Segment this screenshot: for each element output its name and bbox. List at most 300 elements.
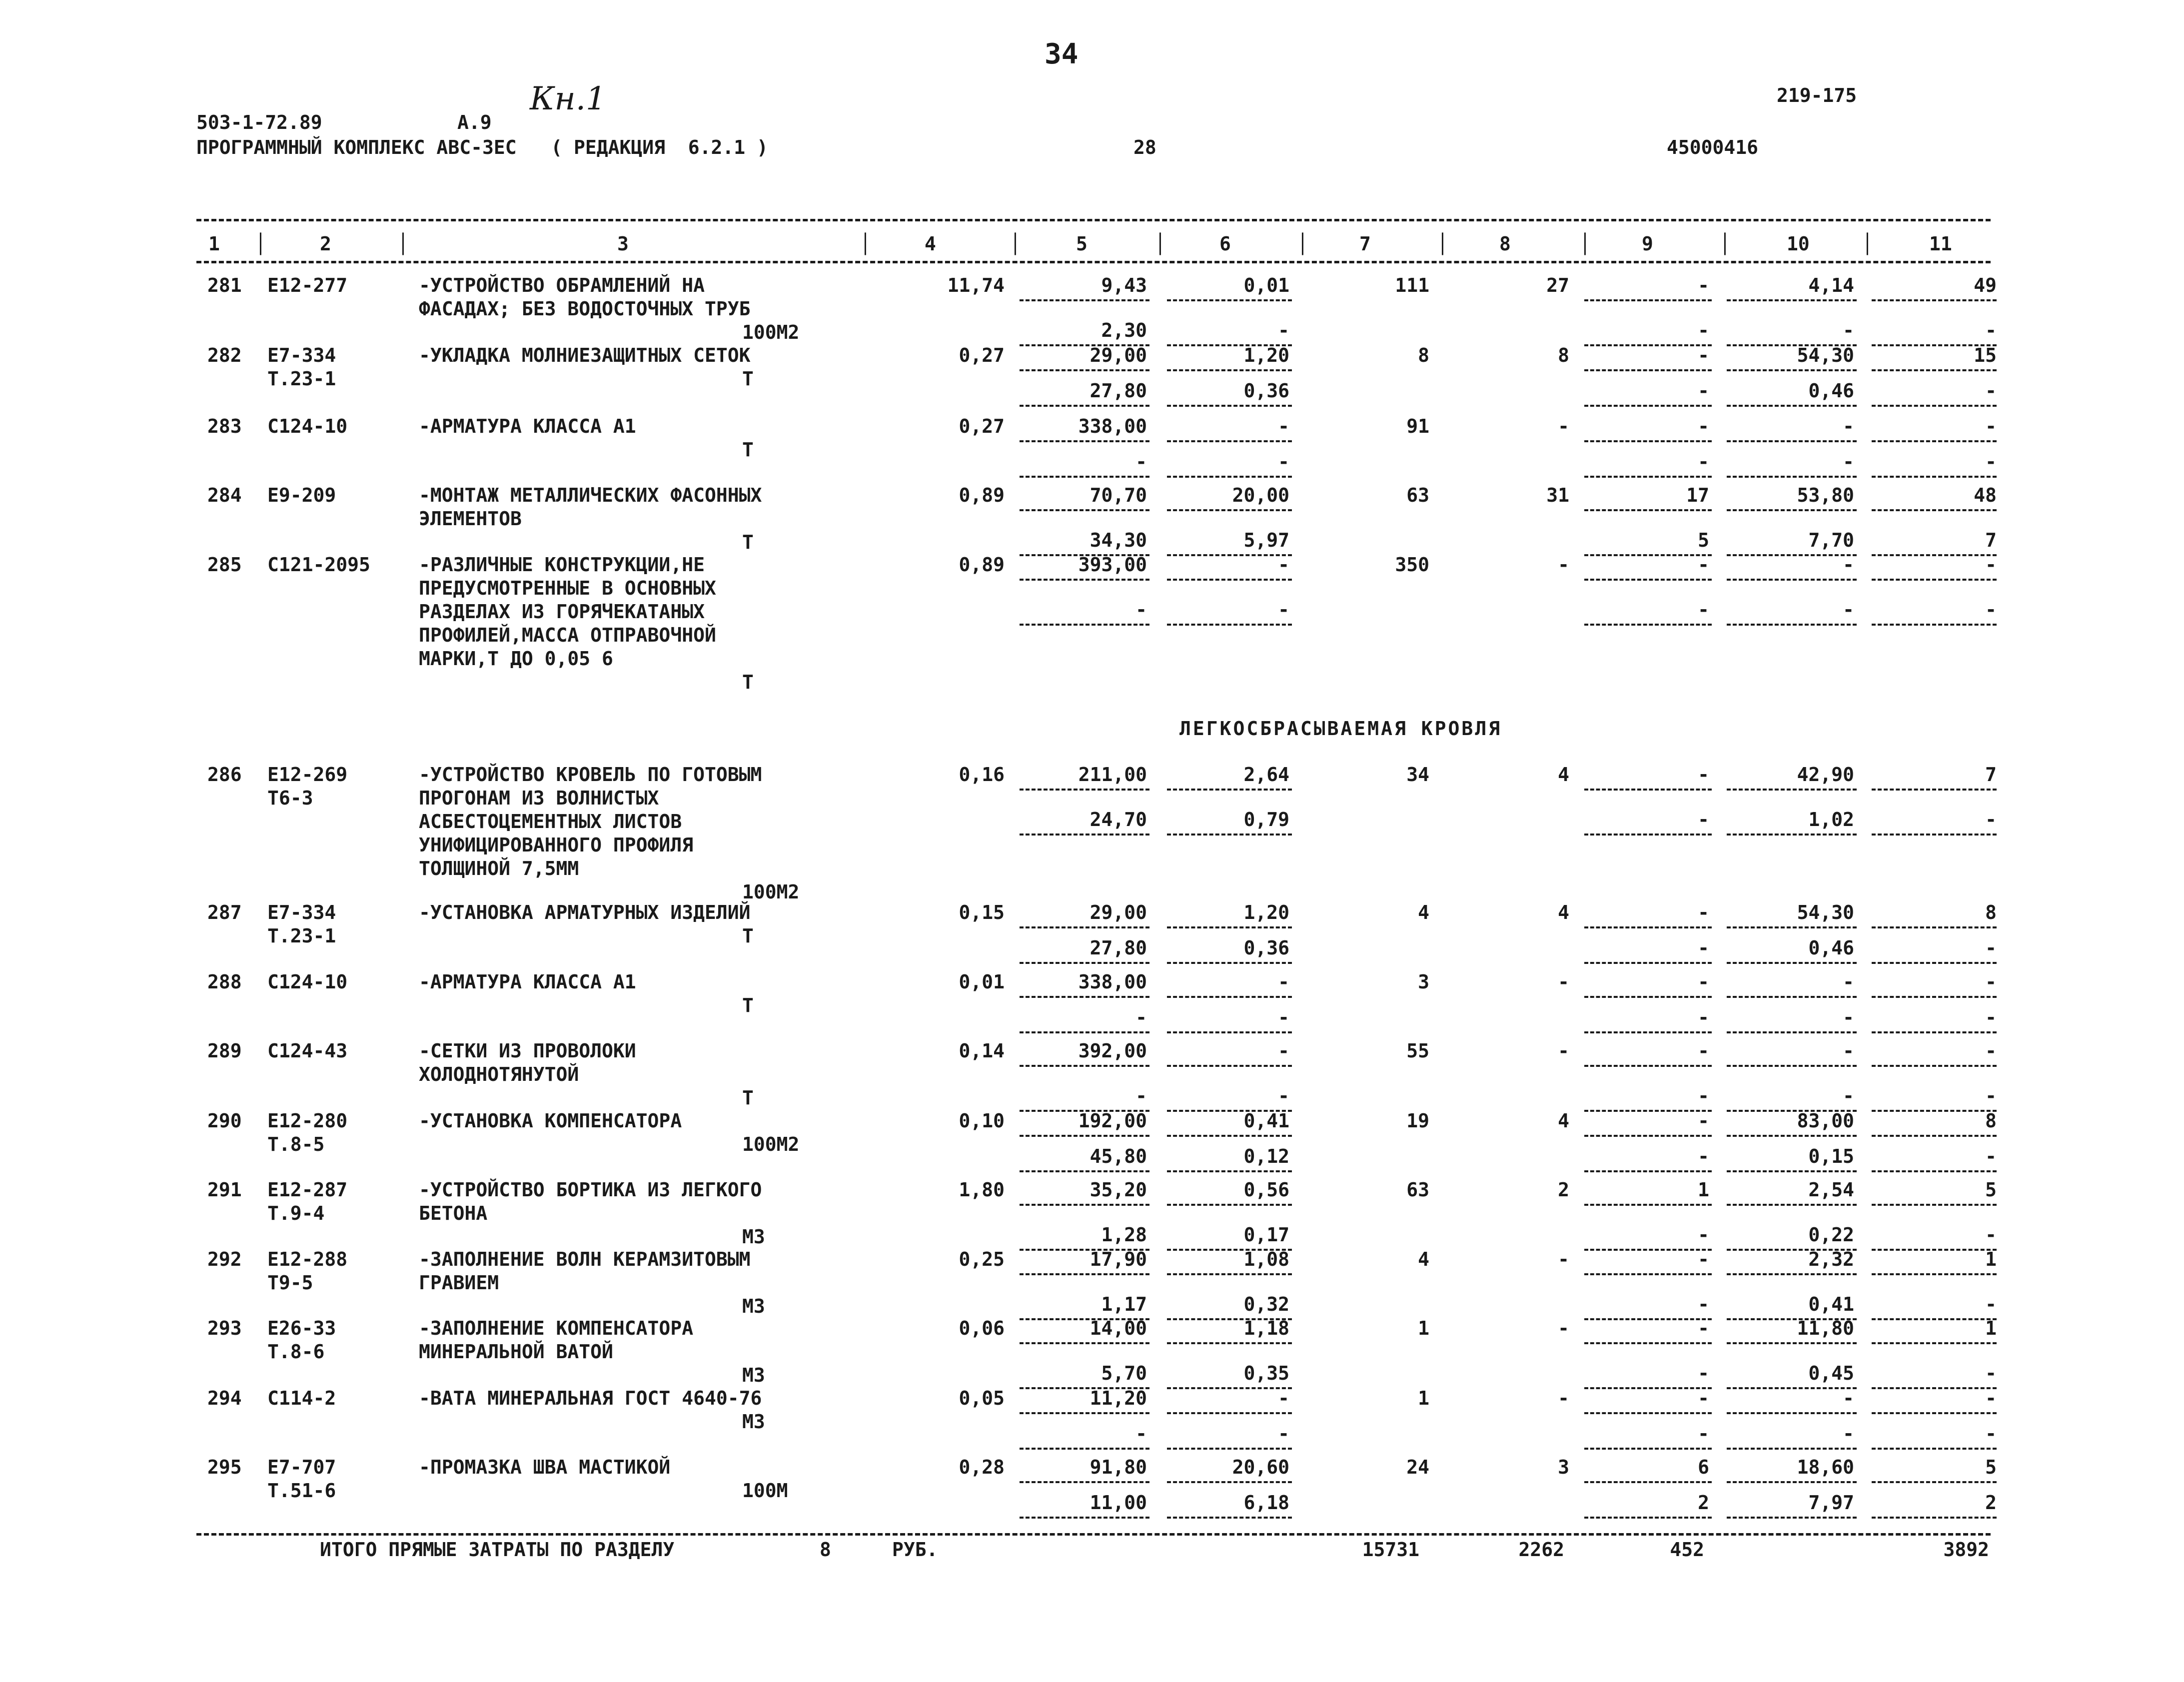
cell-divider — [1727, 1273, 1857, 1275]
column-separator: │ — [1010, 233, 1021, 255]
unit-of-measure: Т — [742, 994, 754, 1016]
cell-c11: - — [1985, 1040, 1997, 1062]
cell-c5: 338,00 — [1078, 971, 1147, 993]
cell-c10b: 7,70 — [1808, 529, 1854, 551]
cell-c10b: - — [1843, 451, 1854, 473]
description-line: -ПРОМАЗКА ШВА МАСТИКОЙ — [419, 1456, 671, 1478]
cell-c5: 392,00 — [1078, 1040, 1147, 1062]
cell-c11b: - — [1985, 319, 1997, 341]
cell-divider — [1727, 1031, 1857, 1033]
header-top-rule — [196, 219, 1991, 221]
cell-c11: 1 — [1985, 1317, 1997, 1339]
cell-c10: - — [1843, 554, 1854, 576]
cell-qty: 0,25 — [959, 1248, 1005, 1270]
cell-c6b: 0,36 — [1243, 380, 1289, 402]
cell-c5b: - — [1135, 1085, 1147, 1107]
cell-c5b: 24,70 — [1090, 809, 1147, 831]
description-line: ПРОГОНАМ ИЗ ВОЛНИСТЫХ — [419, 787, 659, 809]
cell-c11: 7 — [1985, 764, 1997, 786]
cell-divider — [1020, 996, 1149, 998]
rate-code: Е26-33 — [267, 1317, 336, 1339]
cell-divider — [1020, 1135, 1149, 1137]
cell-divider — [1584, 1342, 1712, 1344]
cell-c7: 3 — [1418, 971, 1429, 993]
cell-c5: 393,00 — [1078, 554, 1147, 576]
cell-c6b: - — [1278, 1006, 1289, 1028]
cell-c5b: - — [1135, 451, 1147, 473]
description-line: -ВАТА МИНЕРАЛЬНАЯ ГОСТ 4640-76 — [419, 1387, 762, 1409]
cell-divider — [1020, 476, 1149, 478]
work-description — [419, 1387, 762, 1410]
cell-c5b: - — [1135, 1423, 1147, 1445]
cell-divider — [1167, 1448, 1292, 1450]
cell-divider — [1584, 1412, 1712, 1414]
cell-c10b: 0,41 — [1808, 1293, 1854, 1315]
row-number: 295 — [207, 1456, 242, 1478]
cell-divider — [1020, 1448, 1149, 1450]
cell-c10b: - — [1843, 599, 1854, 621]
cell-divider — [1584, 509, 1712, 511]
cell-c9b: - — [1698, 1293, 1709, 1315]
cell-divider — [1167, 554, 1292, 556]
row-number: 288 — [207, 971, 242, 993]
rate-code: Т.23-1 — [267, 925, 336, 947]
description-line: ПРЕДУСМОТРЕННЫЕ В ОСНОВНЫХ — [419, 577, 716, 599]
column-separator: │ — [1297, 233, 1308, 255]
cell-c5b: - — [1135, 1006, 1147, 1028]
rate-code: Т.51-6 — [267, 1480, 336, 1502]
description-line: УНИФИЦИРОВАННОГО ПРОФИЛЯ — [419, 834, 694, 856]
cell-divider — [1727, 1204, 1857, 1206]
cell-c7: 24 — [1406, 1456, 1429, 1478]
work-description — [419, 553, 716, 671]
cell-divider — [1584, 996, 1712, 998]
cell-c10: 42,90 — [1797, 764, 1854, 786]
work-description — [419, 1456, 670, 1479]
description-line: ПРОФИЛЕЙ,МАССА ОТПРАВОЧНОЙ — [419, 624, 716, 646]
cell-c10b: 0,15 — [1808, 1145, 1854, 1167]
cell-c5: 211,00 — [1078, 764, 1147, 786]
cell-divider — [1584, 299, 1712, 301]
cell-divider — [1584, 834, 1712, 836]
cell-c10: 2,32 — [1808, 1248, 1854, 1270]
description-line: -УСТАНОВКА КОМПЕНСАТОРА — [419, 1110, 682, 1132]
cell-c7: 55 — [1406, 1040, 1429, 1062]
cell-divider — [1727, 1387, 1857, 1389]
cell-divider — [1167, 1517, 1292, 1519]
cell-divider — [1872, 1031, 1997, 1033]
cell-c5: 35,20 — [1090, 1179, 1147, 1201]
cell-c9b: - — [1698, 809, 1709, 831]
cell-divider — [1020, 1031, 1149, 1033]
cell-divider — [1584, 789, 1712, 791]
cell-divider — [1727, 1481, 1857, 1483]
cell-c6b: 5,97 — [1243, 529, 1289, 551]
cell-divider — [1872, 1065, 1997, 1067]
cell-divider — [1872, 1481, 1997, 1483]
cell-qty: 0,06 — [959, 1317, 1005, 1339]
rate-code: Е12-288 — [267, 1248, 348, 1270]
cell-c5: 29,00 — [1090, 901, 1147, 923]
description-line: -РАЗЛИЧНЫЕ КОНСТРУКЦИИ,НЕ — [419, 554, 705, 576]
cell-c6: 2,64 — [1243, 764, 1289, 786]
cell-c5b: 1,28 — [1101, 1224, 1147, 1246]
description-line: -МОНТАЖ МЕТАЛЛИЧЕСКИХ ФАСОННЫХ — [419, 484, 762, 506]
cell-c11: 48 — [1974, 484, 1997, 506]
cell-divider — [1584, 624, 1712, 626]
cell-divider — [1167, 579, 1292, 581]
cell-c6: 1,08 — [1243, 1248, 1289, 1270]
sheet-number: 28 — [1133, 136, 1156, 158]
cell-divider — [1020, 440, 1149, 442]
cell-c7: 1 — [1418, 1317, 1429, 1339]
cell-divider — [1020, 1342, 1149, 1344]
cell-c5b: 1,17 — [1101, 1293, 1147, 1315]
cell-qty: 11,74 — [947, 274, 1005, 296]
cell-c5: 91,80 — [1090, 1456, 1147, 1478]
cell-qty: 0,28 — [959, 1456, 1005, 1478]
header-bottom-rule — [196, 261, 1991, 263]
cell-c9: - — [1698, 1387, 1709, 1409]
rate-code: Т.8-5 — [267, 1133, 325, 1155]
cell-c10b: - — [1843, 1423, 1854, 1445]
cell-divider — [1167, 1065, 1292, 1067]
cell-c5b: 27,80 — [1090, 380, 1147, 402]
cell-divider — [1872, 926, 1997, 928]
cell-divider — [1584, 926, 1712, 928]
cell-c11: 8 — [1985, 901, 1997, 923]
right-code: 219-175 — [1777, 84, 1857, 106]
cell-c11: 49 — [1974, 274, 1997, 296]
column-separator: │ — [1437, 233, 1448, 255]
cell-qty: 1,80 — [959, 1179, 1005, 1201]
cell-c11b: - — [1985, 451, 1997, 473]
row-number: 281 — [207, 274, 242, 296]
rate-code: Е12-280 — [267, 1110, 348, 1132]
cell-c8: - — [1558, 1040, 1569, 1062]
cell-c5: 338,00 — [1078, 415, 1147, 437]
cell-divider — [1167, 789, 1292, 791]
cell-c8: 27 — [1546, 274, 1569, 296]
cell-qty: 0,27 — [959, 415, 1005, 437]
cell-divider — [1167, 1273, 1292, 1275]
column-header-1: 1 — [208, 233, 220, 255]
album-code: А.9 — [457, 111, 492, 133]
cell-c8: 31 — [1546, 484, 1569, 506]
row-number: 287 — [207, 901, 242, 923]
cell-divider — [1727, 1065, 1857, 1067]
cell-c7: 1 — [1418, 1387, 1429, 1409]
cell-c6b: - — [1278, 451, 1289, 473]
cell-c11b: - — [1985, 1362, 1997, 1384]
cell-divider — [1167, 1031, 1292, 1033]
work-description — [419, 763, 762, 880]
cell-c5b: 11,00 — [1090, 1492, 1147, 1514]
cell-c7: 63 — [1406, 1179, 1429, 1201]
rate-code: Е12-269 — [267, 764, 348, 786]
description-line: -УСТРОЙСТВО КРОВЕЛЬ ПО ГОТОВЫМ — [419, 764, 762, 786]
cell-c11b: - — [1985, 599, 1997, 621]
cell-divider — [1167, 1135, 1292, 1137]
work-description — [419, 1109, 682, 1133]
cell-c6b: 0,12 — [1243, 1145, 1289, 1167]
work-description — [419, 1248, 750, 1295]
cell-c11b: 2 — [1985, 1492, 1997, 1514]
cell-c5b: - — [1135, 599, 1147, 621]
cell-divider — [1020, 1273, 1149, 1275]
cell-c10: - — [1843, 1040, 1854, 1062]
cell-qty: 0,14 — [959, 1040, 1005, 1062]
cell-c8: 8 — [1558, 344, 1569, 366]
cell-divider — [1872, 1273, 1997, 1275]
cell-c9: - — [1698, 344, 1709, 366]
total-top-rule — [196, 1533, 1991, 1536]
rate-code: С121-2095 — [267, 554, 370, 576]
cell-c5: 192,00 — [1078, 1110, 1147, 1132]
cell-divider — [1584, 554, 1712, 556]
cell-c10b: 0,46 — [1808, 937, 1854, 959]
cell-divider — [1167, 440, 1292, 442]
total-col7: 15731 — [1362, 1539, 1419, 1561]
description-line: МАРКИ,Т ДО 0,05 6 — [419, 648, 613, 670]
row-number: 291 — [207, 1179, 242, 1201]
cell-c8: 4 — [1558, 1110, 1569, 1132]
cell-qty: 0,01 — [959, 971, 1005, 993]
row-number: 292 — [207, 1248, 242, 1270]
cell-c9b: - — [1698, 319, 1709, 341]
cell-c9: - — [1698, 1040, 1709, 1062]
cell-divider — [1020, 926, 1149, 928]
cell-divider — [1872, 476, 1997, 478]
cell-divider — [1020, 369, 1149, 371]
cell-divider — [1872, 369, 1997, 371]
cell-c5b: 2,30 — [1101, 319, 1147, 341]
unit-of-measure: М3 — [742, 1295, 765, 1317]
cell-c9b: - — [1698, 1006, 1709, 1028]
cell-divider — [1584, 579, 1712, 581]
column-separator: │ — [1579, 233, 1591, 255]
cell-divider — [1167, 405, 1292, 407]
cell-c11: 15 — [1974, 344, 1997, 366]
cell-divider — [1167, 1387, 1292, 1389]
cell-divider — [1727, 405, 1857, 407]
cell-divider — [1020, 1065, 1149, 1067]
column-separator: │ — [1154, 233, 1166, 255]
cell-c10: 11,80 — [1797, 1317, 1854, 1339]
cell-c9: - — [1698, 764, 1709, 786]
cell-divider — [1020, 1517, 1149, 1519]
cell-c6b: 0,32 — [1243, 1293, 1289, 1315]
cell-c10b: 0,22 — [1808, 1224, 1854, 1246]
cell-c9: - — [1698, 1110, 1709, 1132]
cell-c9: - — [1698, 274, 1709, 296]
column-separator: │ — [1862, 233, 1873, 255]
cell-c11b: - — [1985, 937, 1997, 959]
cell-c10b: - — [1843, 319, 1854, 341]
cell-divider — [1727, 926, 1857, 928]
cell-divider — [1872, 789, 1997, 791]
program-line: ПРОГРАММНЫЙ КОМПЛЕКС АВС-3ЕС ( РЕДАКЦИЯ 6.2.1 ) — [196, 136, 768, 158]
cell-c9: - — [1698, 415, 1709, 437]
unit-of-measure: М3 — [742, 1226, 765, 1248]
cell-divider — [1872, 1318, 1997, 1320]
rate-code: Е9-209 — [267, 484, 336, 506]
cell-c11: - — [1985, 1387, 1997, 1409]
cell-c7: 8 — [1418, 344, 1429, 366]
unit-of-measure: М3 — [742, 1364, 765, 1386]
cell-divider — [1872, 1517, 1997, 1519]
cell-divider — [1167, 926, 1292, 928]
cell-c5b: 5,70 — [1101, 1362, 1147, 1384]
cell-c5: 11,20 — [1090, 1387, 1147, 1409]
cell-divider — [1727, 1412, 1857, 1414]
cell-divider — [1727, 1517, 1857, 1519]
total-currency: РУБ. — [892, 1539, 938, 1561]
cell-divider — [1727, 579, 1857, 581]
cell-qty: 0,16 — [959, 764, 1005, 786]
cell-c11b: - — [1985, 1085, 1997, 1107]
column-header-5: 5 — [1076, 233, 1088, 255]
cell-c6b: - — [1278, 1085, 1289, 1107]
cell-divider — [1872, 440, 1997, 442]
cell-c5: 14,00 — [1090, 1317, 1147, 1339]
cell-c6b: 0,17 — [1243, 1224, 1289, 1246]
cell-c10b: 1,02 — [1808, 809, 1854, 831]
cell-divider — [1727, 962, 1857, 964]
cell-divider — [1727, 996, 1857, 998]
cell-c10: 83,00 — [1797, 1110, 1854, 1132]
cell-c9b: 5 — [1698, 529, 1709, 551]
cell-c11b: - — [1985, 809, 1997, 831]
cell-divider — [1584, 1517, 1712, 1519]
cell-c5b: 45,80 — [1090, 1145, 1147, 1167]
cell-divider — [1584, 1204, 1712, 1206]
cell-divider — [1727, 624, 1857, 626]
cell-qty: 0,05 — [959, 1387, 1005, 1409]
cell-divider — [1584, 1318, 1712, 1320]
cell-divider — [1020, 789, 1149, 791]
cell-divider — [1727, 1448, 1857, 1450]
work-description — [419, 1039, 636, 1086]
cell-divider — [1167, 476, 1292, 478]
cell-c6: 1,20 — [1243, 901, 1289, 923]
cell-c9b: - — [1698, 1224, 1709, 1246]
cell-divider — [1872, 624, 1997, 626]
cell-divider — [1727, 1170, 1857, 1172]
work-description — [419, 484, 762, 531]
row-number: 294 — [207, 1387, 242, 1409]
cell-divider — [1020, 1204, 1149, 1206]
cell-divider — [1584, 1273, 1712, 1275]
cell-divider — [1167, 1170, 1292, 1172]
cell-c10: - — [1843, 415, 1854, 437]
rate-code: С124-43 — [267, 1040, 348, 1062]
cell-c6: 0,56 — [1243, 1179, 1289, 1201]
description-line: ХОЛОДНОТЯНУТОЙ — [419, 1063, 579, 1085]
cell-c10b: 0,46 — [1808, 380, 1854, 402]
description-line: АСБЕСТОЦЕМЕНТНЫХ ЛИСТОВ — [419, 811, 682, 833]
description-line: -ЗАПОЛНЕНИЕ КОМПЕНСАТОРА — [419, 1317, 694, 1339]
cell-c11b: - — [1985, 1293, 1997, 1315]
cell-c7: 111 — [1395, 274, 1429, 296]
cell-divider — [1584, 405, 1712, 407]
column-header-4: 4 — [925, 233, 936, 255]
row-number: 283 — [207, 415, 242, 437]
rate-code: Т.8-6 — [267, 1341, 325, 1363]
cell-divider — [1872, 554, 1997, 556]
column-separator: │ — [255, 233, 266, 255]
cell-divider — [1872, 1110, 1997, 1112]
cell-divider — [1872, 1204, 1997, 1206]
cell-c5b: 34,30 — [1090, 529, 1147, 551]
cell-c10b: 7,97 — [1808, 1492, 1854, 1514]
section-title: ЛЕГКОСБРАСЫВАЕМАЯ КРОВЛЯ — [1179, 718, 1502, 740]
cell-c10b: - — [1843, 1006, 1854, 1028]
cell-c9b: - — [1698, 599, 1709, 621]
description-line: -УСТАНОВКА АРМАТУРНЫХ ИЗДЕЛИЙ — [419, 901, 751, 923]
unit-of-measure: М3 — [742, 1411, 765, 1433]
cell-divider — [1872, 1387, 1997, 1389]
total-col8: 2262 — [1518, 1539, 1564, 1561]
unit-of-measure: 100М2 — [742, 321, 800, 343]
cell-c6: 0,41 — [1243, 1110, 1289, 1132]
page-number: 34 — [1045, 38, 1079, 70]
column-separator: │ — [397, 233, 409, 255]
cell-c6: 1,18 — [1243, 1317, 1289, 1339]
cell-c9b: 2 — [1698, 1492, 1709, 1514]
cell-divider — [1872, 1342, 1997, 1344]
cell-c6: - — [1278, 554, 1289, 576]
cell-c5: 70,70 — [1090, 484, 1147, 506]
cell-c6b: - — [1278, 319, 1289, 341]
description-line: БЕТОНА — [419, 1202, 488, 1224]
rate-code: Т9-5 — [267, 1272, 313, 1294]
work-description — [419, 274, 750, 321]
rate-code: Е12-277 — [267, 274, 348, 296]
total-section: 8 — [820, 1539, 831, 1561]
cell-c9b: - — [1698, 1423, 1709, 1445]
cell-c6: 1,20 — [1243, 344, 1289, 366]
cell-c11b: - — [1985, 380, 1997, 402]
row-number: 290 — [207, 1110, 242, 1132]
cell-divider — [1727, 554, 1857, 556]
work-description — [419, 970, 636, 994]
cell-qty: 0,27 — [959, 344, 1005, 366]
cell-c6b: 6,18 — [1243, 1492, 1289, 1514]
cell-c7: 91 — [1406, 415, 1429, 437]
cell-c10: 53,80 — [1797, 484, 1854, 506]
total-col11: 3892 — [1943, 1539, 1989, 1561]
cell-c7: 19 — [1406, 1110, 1429, 1132]
cell-divider — [1584, 962, 1712, 964]
column-header-9: 9 — [1642, 233, 1653, 255]
cell-c10: 54,30 — [1797, 344, 1854, 366]
rate-code: Е12-287 — [267, 1179, 348, 1201]
cell-c6: - — [1278, 1040, 1289, 1062]
cell-c7: 350 — [1395, 554, 1429, 576]
cell-c11: - — [1985, 415, 1997, 437]
cell-divider — [1727, 476, 1857, 478]
cell-c9b: - — [1698, 1362, 1709, 1384]
cell-divider — [1167, 1412, 1292, 1414]
cell-c8: 3 — [1558, 1456, 1569, 1478]
work-description — [419, 901, 750, 924]
cell-qty: 0,10 — [959, 1110, 1005, 1132]
rate-code: С124-10 — [267, 971, 348, 993]
cell-c6: 20,00 — [1232, 484, 1289, 506]
cell-divider — [1584, 1110, 1712, 1112]
cell-c8: 2 — [1558, 1179, 1569, 1201]
